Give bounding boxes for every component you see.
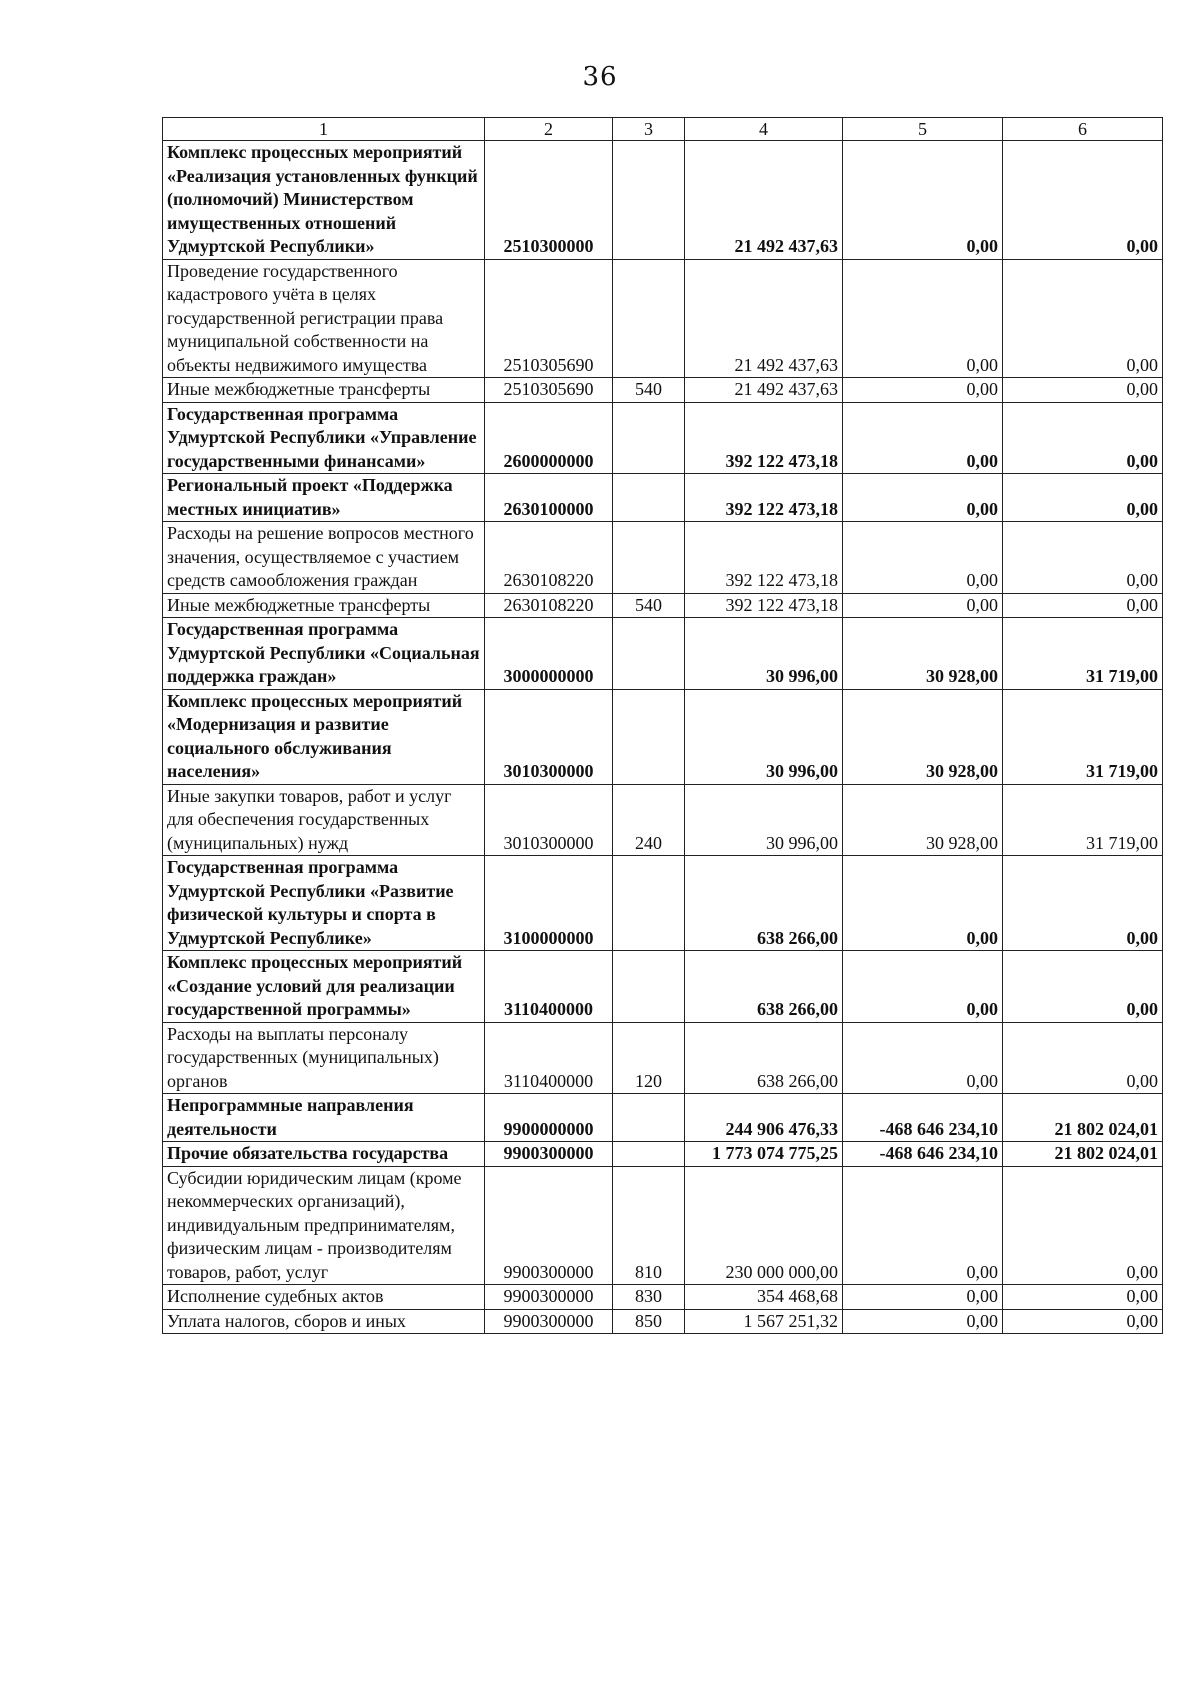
row-value-4-cell: 244 906 476,33	[685, 1094, 843, 1142]
table-row	[163, 402, 1163, 474]
row-name-cell: Субсидии юридическим лицам (кроме некоммерческих организаций), индивидуальным предпринимателям, физическим лицам - производителям товаров, работ, услуг	[163, 1166, 485, 1285]
row-value-5-cell: 0,00	[843, 1166, 1003, 1285]
row-value-4-cell: 21 492 437,63	[685, 378, 843, 403]
row-value-4-cell: 1 773 074 775,25	[685, 1142, 843, 1167]
row-value-4-cell: 230 000 000,00	[685, 1166, 843, 1285]
row-value-5-cell: 30 928,00	[843, 618, 1003, 690]
row-name-cell: Государственная программа Удмуртской Республики «Социальная поддержка граждан»	[163, 618, 485, 690]
column-header-5: 5	[843, 118, 1003, 141]
table-row	[163, 1285, 1163, 1310]
row-type-cell	[613, 1094, 685, 1142]
row-value-4-cell: 21 492 437,63	[685, 141, 843, 260]
row-code-cell: 9900300000	[485, 1166, 613, 1285]
column-header-6: 6	[1003, 118, 1163, 141]
row-value-5-cell: 0,00	[843, 1285, 1003, 1310]
row-code-cell: 3000000000	[485, 618, 613, 690]
row-name-cell: Региональный проект «Поддержка местных инициатив»	[163, 474, 485, 522]
row-value-5-cell: 0,00	[843, 378, 1003, 403]
row-type-cell: 240	[613, 784, 685, 856]
row-value-4-cell: 30 996,00	[685, 618, 843, 690]
table-row	[163, 1022, 1163, 1094]
column-header-3: 3	[613, 118, 685, 141]
row-value-5-cell: 0,00	[843, 259, 1003, 378]
table-row	[163, 141, 1163, 260]
row-value-6-cell: 0,00	[1003, 1166, 1163, 1285]
table-row	[163, 689, 1163, 784]
row-code-cell: 3010300000	[485, 689, 613, 784]
row-value-5-cell: 0,00	[843, 141, 1003, 260]
row-code-cell: 3110400000	[485, 1022, 613, 1094]
row-code-cell: 9900300000	[485, 1309, 613, 1334]
row-value-6-cell: 0,00	[1003, 522, 1163, 594]
row-type-cell: 810	[613, 1166, 685, 1285]
row-value-6-cell: 0,00	[1003, 474, 1163, 522]
row-code-cell: 3110400000	[485, 951, 613, 1023]
row-value-4-cell: 1 567 251,32	[685, 1309, 843, 1334]
table-row	[163, 378, 1163, 403]
row-type-cell	[613, 522, 685, 594]
row-value-4-cell: 30 996,00	[685, 689, 843, 784]
row-name-cell: Исполнение судебных актов	[163, 1285, 485, 1310]
row-value-6-cell: 31 719,00	[1003, 784, 1163, 856]
row-name-cell: Иные межбюджетные трансферты	[163, 378, 485, 403]
row-type-cell	[613, 141, 685, 260]
row-name-cell: Государственная программа Удмуртской Республики «Управление государственными финансами»	[163, 402, 485, 474]
row-value-6-cell: 0,00	[1003, 378, 1163, 403]
row-code-cell: 2630108220	[485, 522, 613, 594]
table-row	[163, 593, 1163, 618]
row-code-cell: 2630108220	[485, 593, 613, 618]
row-value-4-cell: 30 996,00	[685, 784, 843, 856]
row-value-4-cell: 638 266,00	[685, 856, 843, 951]
row-code-cell: 3010300000	[485, 784, 613, 856]
row-code-cell: 9900300000	[485, 1285, 613, 1310]
row-value-4-cell: 638 266,00	[685, 951, 843, 1023]
row-type-cell	[613, 402, 685, 474]
row-type-cell: 850	[613, 1309, 685, 1334]
row-value-6-cell: 0,00	[1003, 1309, 1163, 1334]
row-value-4-cell: 392 122 473,18	[685, 402, 843, 474]
table-row	[163, 1166, 1163, 1285]
row-value-5-cell: -468 646 234,10	[843, 1094, 1003, 1142]
row-value-6-cell: 0,00	[1003, 402, 1163, 474]
row-type-cell	[613, 1142, 685, 1167]
row-value-6-cell: 21 802 024,01	[1003, 1094, 1163, 1142]
row-value-6-cell: 0,00	[1003, 856, 1163, 951]
row-value-6-cell: 0,00	[1003, 593, 1163, 618]
row-code-cell: 2510300000	[485, 141, 613, 260]
header-row	[163, 118, 1163, 141]
table-row	[163, 1094, 1163, 1142]
row-value-4-cell: 392 122 473,18	[685, 522, 843, 594]
row-value-5-cell: 30 928,00	[843, 689, 1003, 784]
row-value-5-cell: 30 928,00	[843, 784, 1003, 856]
row-name-cell: Государственная программа Удмуртской Республики «Развитие физической культуры и спорта в Удмуртской Республике»	[163, 856, 485, 951]
row-value-4-cell: 392 122 473,18	[685, 593, 843, 618]
row-value-5-cell: 0,00	[843, 951, 1003, 1023]
row-name-cell: Проведение государственного кадастрового учёта в целях государственной регистрации права муниципальной собственности на объекты недвижимого имущества	[163, 259, 485, 378]
row-type-cell	[613, 618, 685, 690]
row-type-cell: 540	[613, 378, 685, 403]
row-value-6-cell: 31 719,00	[1003, 618, 1163, 690]
row-name-cell: Иные межбюджетные трансферты	[163, 593, 485, 618]
table-row	[163, 474, 1163, 522]
row-value-6-cell: 0,00	[1003, 951, 1163, 1023]
table-row	[163, 951, 1163, 1023]
row-name-cell: Непрограммные направления деятельности	[163, 1094, 485, 1142]
row-name-cell: Комплекс процессных мероприятий «Модернизация и развитие социального обслуживания населения»	[163, 689, 485, 784]
row-name-cell: Иные закупки товаров, работ и услуг для обеспечения государственных (муниципальных) нужд	[163, 784, 485, 856]
page-number: 36	[582, 62, 618, 92]
table-row	[163, 522, 1163, 594]
row-type-cell	[613, 951, 685, 1023]
row-value-6-cell: 0,00	[1003, 1022, 1163, 1094]
row-code-cell: 2510305690	[485, 378, 613, 403]
row-value-5-cell: 0,00	[843, 1022, 1003, 1094]
row-value-4-cell: 21 492 437,63	[685, 259, 843, 378]
table-body	[163, 141, 1163, 1334]
row-code-cell: 2630100000	[485, 474, 613, 522]
row-code-cell: 2510305690	[485, 259, 613, 378]
row-name-cell: Комплекс процессных мероприятий «Реализация установленных функций (полномочий) Министерством имущественных отношений Удмуртской Республики»	[163, 141, 485, 260]
row-value-5-cell: 0,00	[843, 522, 1003, 594]
row-code-cell: 3100000000	[485, 856, 613, 951]
row-type-cell: 540	[613, 593, 685, 618]
table-row	[163, 618, 1163, 690]
row-value-4-cell: 638 266,00	[685, 1022, 843, 1094]
table-row	[163, 1309, 1163, 1334]
column-header-1: 1	[163, 118, 485, 141]
row-type-cell	[613, 474, 685, 522]
row-value-4-cell: 354 468,68	[685, 1285, 843, 1310]
table-row	[163, 856, 1163, 951]
row-code-cell: 9900300000	[485, 1142, 613, 1167]
column-header-4: 4	[685, 118, 843, 141]
row-value-5-cell: -468 646 234,10	[843, 1142, 1003, 1167]
row-value-5-cell: 0,00	[843, 1309, 1003, 1334]
row-value-5-cell: 0,00	[843, 856, 1003, 951]
table-row	[163, 784, 1163, 856]
row-name-cell: Уплата налогов, сборов и иных	[163, 1309, 485, 1334]
row-value-6-cell: 0,00	[1003, 1285, 1163, 1310]
row-type-cell: 120	[613, 1022, 685, 1094]
row-value-4-cell: 392 122 473,18	[685, 474, 843, 522]
row-code-cell: 9900000000	[485, 1094, 613, 1142]
row-name-cell: Прочие обязательства государства	[163, 1142, 485, 1167]
row-type-cell	[613, 259, 685, 378]
column-header-2: 2	[485, 118, 613, 141]
row-code-cell: 2600000000	[485, 402, 613, 474]
row-type-cell	[613, 856, 685, 951]
row-name-cell: Расходы на выплаты персоналу государственных (муниципальных) органов	[163, 1022, 485, 1094]
row-value-6-cell: 31 719,00	[1003, 689, 1163, 784]
row-value-5-cell: 0,00	[843, 402, 1003, 474]
row-type-cell	[613, 689, 685, 784]
budget-table	[162, 117, 1163, 1334]
row-value-6-cell: 0,00	[1003, 141, 1163, 260]
row-value-6-cell: 0,00	[1003, 259, 1163, 378]
table-row	[163, 259, 1163, 378]
row-name-cell: Расходы на решение вопросов местного значения, осуществляемое с участием средств самообложения граждан	[163, 522, 485, 594]
table-row	[163, 1142, 1163, 1167]
row-type-cell: 830	[613, 1285, 685, 1310]
row-value-6-cell: 21 802 024,01	[1003, 1142, 1163, 1167]
row-name-cell: Комплекс процессных мероприятий «Создание условий для реализации государственной программы»	[163, 951, 485, 1023]
row-value-5-cell: 0,00	[843, 593, 1003, 618]
row-value-5-cell: 0,00	[843, 474, 1003, 522]
